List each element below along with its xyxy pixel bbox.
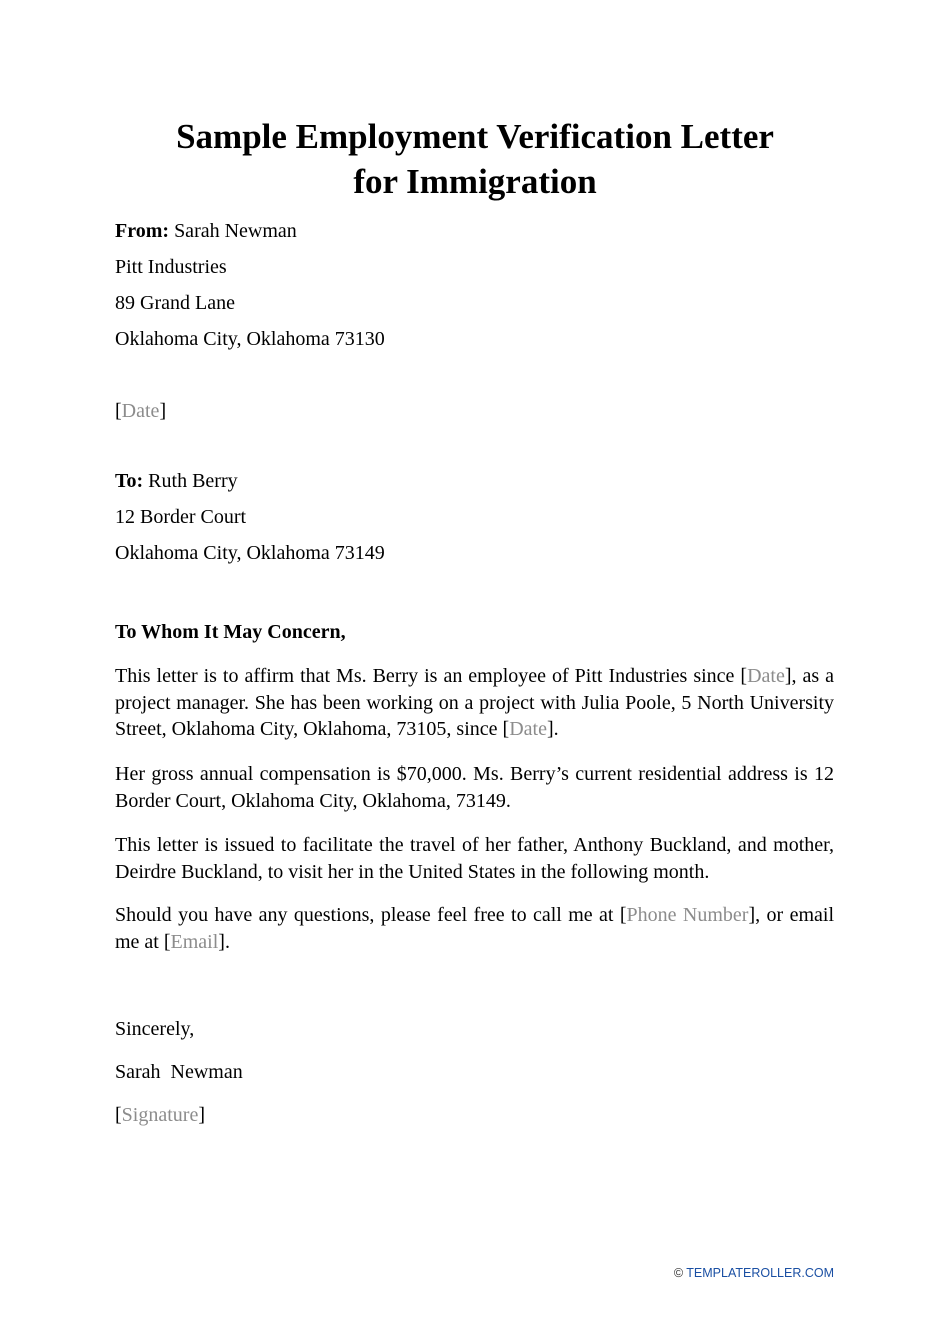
p4-text-c: ]. [218,930,230,953]
p1-text-b: ], as a project manager. She has been working on a project with Julia Poole, 5 North University Street, Oklahoma City, Oklahoma, 73105, since [ [115,665,834,740]
body-paragraph-2: Her gross annual compensation is $70,000. Ms. Berry’s current residential address is 12 Border Court, Oklahoma City, Oklahoma, 73149. [115,763,834,812]
body-paragraph-4 [115,902,834,955]
p4-text-a: Should you have any questions, please feel free to call me at [ [115,904,627,926]
title-line-1: Sample Employment Verification Letter [176,117,774,156]
body-paragraph-1 [115,663,834,743]
signature-line: [Signature] [115,1104,205,1126]
recipient-name-line [115,469,238,493]
sender-company: Pitt Industries [115,256,227,278]
to-label: To: [115,470,144,492]
sender-street: 89 Grand Lane [115,292,235,314]
letter-title [0,114,950,204]
p1-text-a: This letter is to affirm that Ms. Berry is an employee of Pitt Industries since [ [115,665,748,687]
p1-text-c: ]. [546,718,559,740]
p1-date-placeholder-2: Date [509,718,547,740]
from-label: From: [115,220,170,242]
p1-date-placeholder-1: Date [747,665,785,687]
signer-name: Sarah Newman [115,1061,243,1083]
copyright-symbol: © [673,1266,684,1280]
recipient-street: 12 Border Court [115,506,247,528]
sender-name: Sarah Newman [174,220,297,242]
footer-site-link[interactable]: TEMPLATEROLLER.COM [686,1266,834,1280]
phone-placeholder: Phone Number [626,904,749,926]
salutation: To Whom It May Concern, [115,621,346,643]
email-placeholder: Email [170,930,219,953]
body-paragraph-3: This letter is issued to facilitate the travel of her father, Anthony Buckland, and mother, Deirdre Buckland, to visit her in the United States in the following month. [115,834,834,883]
recipient-name: Ruth Berry [148,470,238,492]
recipient-city: Oklahoma City, Oklahoma 73149 [115,542,385,564]
footer-credit [674,1265,834,1281]
valediction: Sincerely, [115,1018,195,1040]
date-placeholder: Date [121,400,160,422]
p4-text-b: ], or email me at [ [115,904,834,953]
signature-placeholder: Signature [121,1104,199,1126]
sender-city: Oklahoma City, Oklahoma 73130 [115,328,385,350]
date-line: [Date] [115,400,167,422]
sender-name-line [115,219,297,243]
title-line-2: for Immigration [353,162,597,201]
